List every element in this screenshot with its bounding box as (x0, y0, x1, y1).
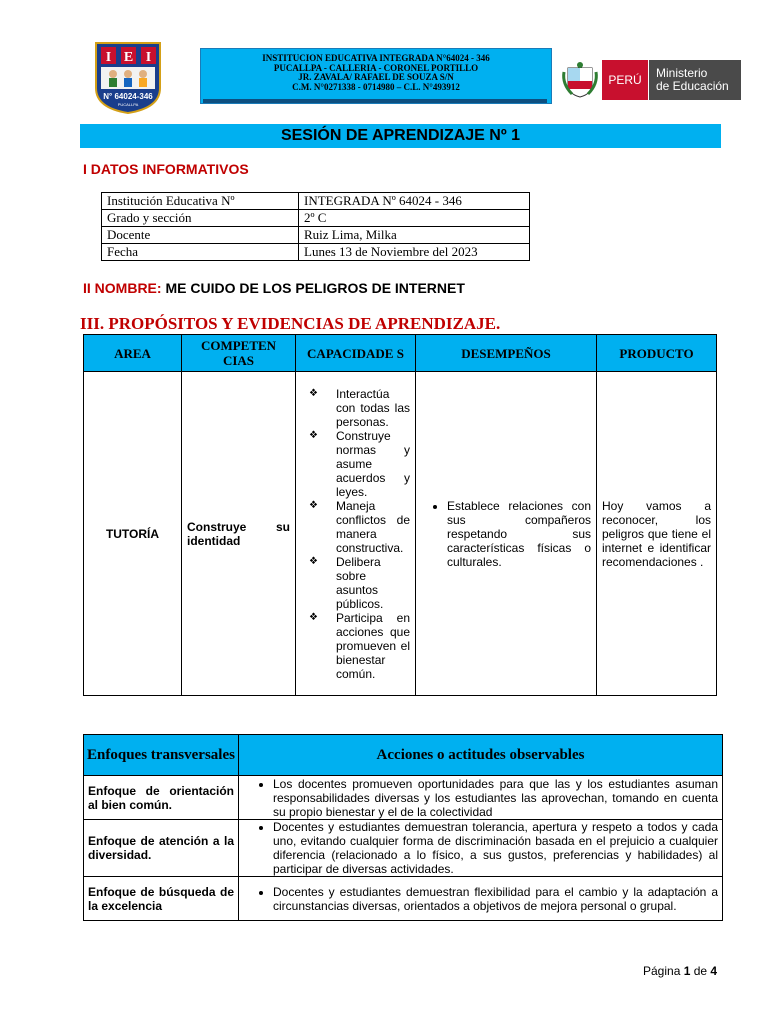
current-page: 1 (683, 964, 691, 978)
section-title-propositos: III. PROPÓSITOS Y EVIDENCIAS DE APRENDIZAJE. (80, 314, 501, 333)
nombre-label: II NOMBRE: (83, 280, 166, 296)
list-item: ❖ Construye normas y asume acuerdos y leyes. (315, 429, 410, 499)
school-logo (93, 40, 163, 115)
list-item: ❖ Interactúa con todas las personas. (315, 387, 410, 429)
minedu-line-1: Ministerio (656, 66, 708, 80)
minedu-name (648, 60, 741, 100)
page-middle: de (690, 964, 711, 978)
list-item: ❖ Maneja conflictos de manera constructiva. (315, 499, 410, 555)
logo-number: N° 64024-346 (103, 92, 153, 101)
desempenos-list (421, 499, 591, 569)
minedu-line-2: de Educación (656, 79, 729, 93)
enfoques-table (83, 734, 723, 921)
column-header: DESEMPEÑOS (416, 335, 597, 372)
list-item: ❖ Delibera sobre asuntos públicos. (315, 555, 410, 611)
minedu-logo (602, 60, 741, 100)
table-row (102, 210, 530, 227)
logo-letter-2: E (123, 50, 134, 65)
section-title-nombre (83, 280, 465, 296)
institution-line: C.M. N°0271338 - 0714980 – C.L. N°493912 (292, 81, 460, 92)
enfoque-cell: Enfoque de orientación al bien común. (84, 776, 239, 820)
desempenos-cell (416, 372, 597, 696)
table-header-row (84, 335, 717, 372)
enfoque-cell: Enfoque de búsqueda de la excelencia (84, 877, 239, 921)
peru-coat-of-arms-icon (560, 60, 600, 100)
capacidades-cell (296, 372, 416, 696)
list-item: ❖ Participa en acciones que promueven el bienestar común. (315, 611, 410, 681)
info-value: INTEGRADA Nº 64024 - 346 (299, 193, 530, 210)
institution-line: PUCALLPA - CALLERIA - CORONEL PORTILLO (273, 62, 479, 73)
list-item: • Establece relaciones con sus compañeros respetando sus características físicas o culturales. (447, 499, 591, 569)
minedu-country: PERÚ (602, 60, 648, 100)
column-header: CAPACIDADE S (296, 335, 416, 372)
logo-letter-3: I (145, 50, 152, 65)
accion-cell (239, 776, 723, 820)
info-table (101, 192, 530, 261)
logo-town: PUCALLPA (117, 102, 139, 107)
info-value: Ruiz Lima, Milka (299, 227, 530, 244)
info-value: 2º C (299, 210, 530, 227)
table-row (102, 244, 530, 261)
column-header: Enfoques transversales (84, 735, 239, 776)
page-prefix: Página (643, 964, 684, 978)
accion-cell (239, 820, 723, 877)
logo-letter-1: I (105, 50, 112, 65)
column-header: AREA (84, 335, 182, 372)
table-row (84, 820, 723, 877)
table-row (84, 776, 723, 820)
info-value: Lunes 13 de Noviembre del 2023 (299, 244, 530, 261)
purposes-table (83, 334, 717, 696)
competencia-cell: Construye su identidad (182, 372, 296, 696)
page-number (643, 964, 717, 978)
column-header: PRODUCTO (597, 335, 717, 372)
section-title-datos: I DATOS INFORMATIVOS (83, 161, 249, 177)
list-item: • Docentes y estudiantes demuestran tolerancia, apertura y respeto a todos y cada uno, evitando cualquier forma de discriminación basada en el prejuicio a cualquier diferencia (relacionado a lo físico, a sus gustos, preferencias y habilidades) al participar de diversas actividades. (273, 820, 718, 876)
table-row (84, 877, 723, 921)
table-row (102, 193, 530, 210)
column-header: COMPETEN CIAS (182, 335, 296, 372)
table-row (84, 372, 717, 696)
session-title: SESIÓN DE APRENDIZAJE Nº 1 (80, 124, 721, 148)
accion-cell (239, 877, 723, 921)
institution-line: JR. ZAVALA/ RAFAEL DE SOUZA S/N (298, 72, 454, 83)
enfoque-cell: Enfoque de atención a la diversidad. (84, 820, 239, 877)
table-row (102, 227, 530, 244)
info-label: Grado y sección (102, 210, 299, 227)
capacidades-list (301, 387, 410, 681)
list-item: • Los docentes promueven oportunidades para que las y los estudiantes asuman responsabilidades diversas y los estudiantes las aprovechan, tomando en cuenta su propio bienestar y el de la colectividad (273, 777, 718, 819)
institution-line: INSTITUCION EDUCATIVA INTEGRADA N°64024 - 346 (262, 53, 490, 63)
column-header: Acciones o actitudes observables (239, 735, 723, 776)
producto-cell: Hoy vamos a reconocer, los peligros que tiene el internet e identificar recomendaciones . (597, 372, 717, 696)
table-header-row (84, 735, 723, 776)
total-pages: 4 (710, 964, 718, 978)
area-cell: TUTORÍA (84, 372, 182, 696)
info-label: Institución Educativa Nº (102, 193, 299, 210)
header-divider (203, 99, 547, 103)
session-name: ME CUIDO DE LOS PELIGROS DE INTERNET (165, 280, 465, 296)
list-item: • Docentes y estudiantes demuestran flexibilidad para el cambio y la adaptación a circunstancias diversas, orientados a objetivos de mejora personal o grupal. (273, 885, 718, 913)
institution-header (200, 48, 552, 104)
info-label: Docente (102, 227, 299, 244)
info-label: Fecha (102, 244, 299, 261)
